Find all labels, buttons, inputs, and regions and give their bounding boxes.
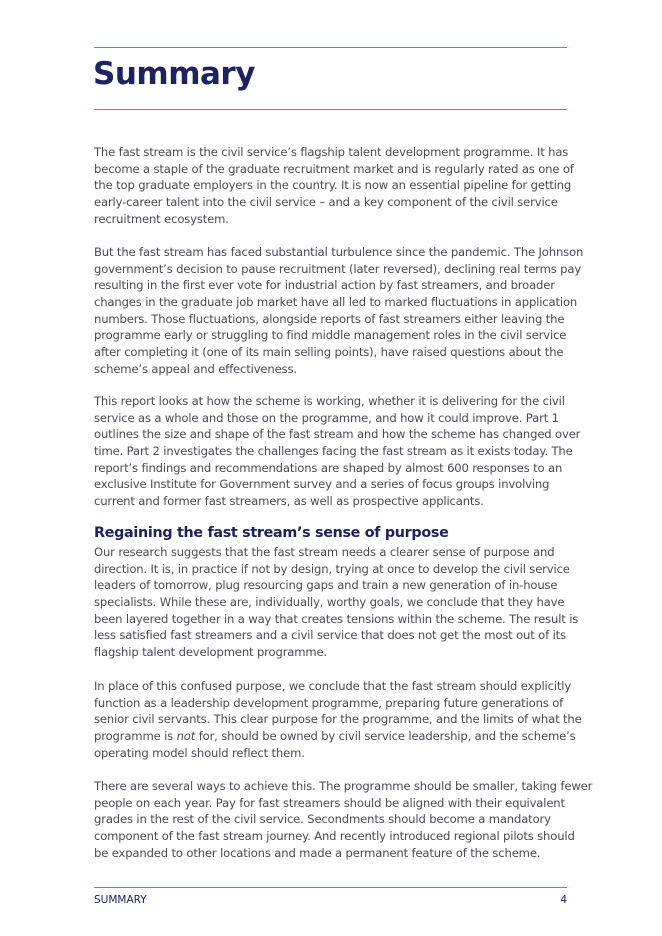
text-line: become a staple of the graduate recruitment market and is regularly rated as one of	[94, 161, 574, 176]
text-line: people on each year. Pay for fast streamers should be aligned with their equivalent	[94, 795, 565, 810]
text-line: the top graduate employers in the country. It is now an essential pipeline for getting	[94, 178, 572, 193]
paragraph-6	[94, 778, 593, 861]
text-line: direction. It is, in practice if not by design, trying at once to develop the civil service	[94, 561, 570, 576]
text-line: flagship talent development programme.	[94, 644, 328, 659]
text-line: In place of this confused purpose, we conclude that the fast stream should explicitly	[94, 679, 572, 693]
text-line: time. Part 2 investigates the challenges facing the fast stream as it exists today. The	[94, 443, 573, 458]
text-line: after completing it (one of its main selling points), have raised questions about the	[94, 344, 564, 359]
paragraph-2	[94, 244, 584, 377]
paragraph-4	[94, 544, 579, 661]
text-line: senior civil servants. This clear purpose for the programme, and the limits of what the	[94, 712, 582, 727]
paragraph-5-lines	[94, 678, 582, 728]
emphasis: not	[176, 728, 196, 743]
text-line: government’s decision to pause recruitment (later reversed), declining real terms pay	[94, 261, 582, 276]
text-line: been layered together in a way that creates tensions within the scheme. The result is	[94, 611, 579, 626]
text-line: component of the fast stream journey. And recently introduced regional pilots should	[94, 828, 575, 843]
text-line: But the fast stream has faced substantial turbulence since the pandemic. The Johnson	[94, 245, 584, 259]
text-line: The fast stream is the civil service’s flagship talent development programme. It has	[94, 145, 569, 159]
text-line: programme early or struggling to find middle management roles in the civil service	[94, 328, 567, 343]
footer-rule	[94, 887, 567, 888]
text-line: resulting in the first ever vote for industrial action by fast streamers, and broader	[94, 278, 555, 293]
text-line: leaders of tomorrow, plug resourcing gaps and train a new generation of in-house	[94, 578, 558, 593]
text-line: current and former fast streamers, as well as prospective applicants.	[94, 493, 484, 508]
text-line: function as a leadership development programme, preparing future generations of	[94, 695, 564, 710]
text-line: This report looks at how the scheme is working, whether it is delivering for the civil	[94, 394, 565, 408]
text-line: operating model should reflect them.	[94, 745, 305, 760]
text-line: There are several ways to achieve this. The programme should be smaller, taking fewer	[94, 779, 593, 793]
paragraph-5-end	[94, 745, 574, 762]
section-heading: Regaining the fast stream’s sense of purpose	[94, 525, 449, 541]
text-line: be expanded to other locations and made a permanent feature of the scheme.	[94, 845, 541, 860]
text-line: exclusive Institute for Government survey and a series of focus groups involving	[94, 477, 550, 492]
text-line: early-career talent into the civil service – and a key component of the civil service	[94, 194, 558, 209]
text-line: recruitment ecosystem.	[94, 211, 229, 226]
text-line: numbers. Those fluctuations, alongside reports of fast streamers either leaving the	[94, 311, 565, 326]
page-number: 4	[560, 894, 567, 906]
paragraph-3	[94, 393, 581, 510]
text-line: service as a whole and those on the programme, and how it could improve. Part 1	[94, 410, 559, 425]
text-line: specialists. While these are, individually, worthy goals, we conclude that they have	[94, 594, 565, 609]
text-line: less satisfied fast streamers and a civil service that does not get the most out of its	[94, 628, 566, 643]
text-line: outlines the size and shape of the fast stream and how the scheme has changed over	[94, 427, 581, 442]
text-line: report’s findings and recommendations are shaped by almost 600 responses to an	[94, 460, 563, 475]
footer-section: SUMMARY	[94, 894, 147, 906]
paragraph-5-line: programme is not for, should be owned by civil service leadership, and the scheme’s	[94, 728, 576, 743]
page-title: Summary	[93, 56, 255, 92]
text-line: Our research suggests that the fast stream needs a clearer sense of purpose and	[94, 545, 555, 559]
paragraph-1	[94, 144, 574, 227]
title-rule	[94, 109, 567, 110]
text-line: grades in the rest of the civil service. Secondments should become a mandatory	[94, 812, 551, 827]
text-line: scheme’s appeal and effectiveness.	[94, 361, 297, 376]
paragraph-5	[94, 678, 582, 761]
text-line: changes in the graduate job market have all led to marked fluctuations in application	[94, 294, 578, 309]
top-rule	[94, 47, 567, 48]
